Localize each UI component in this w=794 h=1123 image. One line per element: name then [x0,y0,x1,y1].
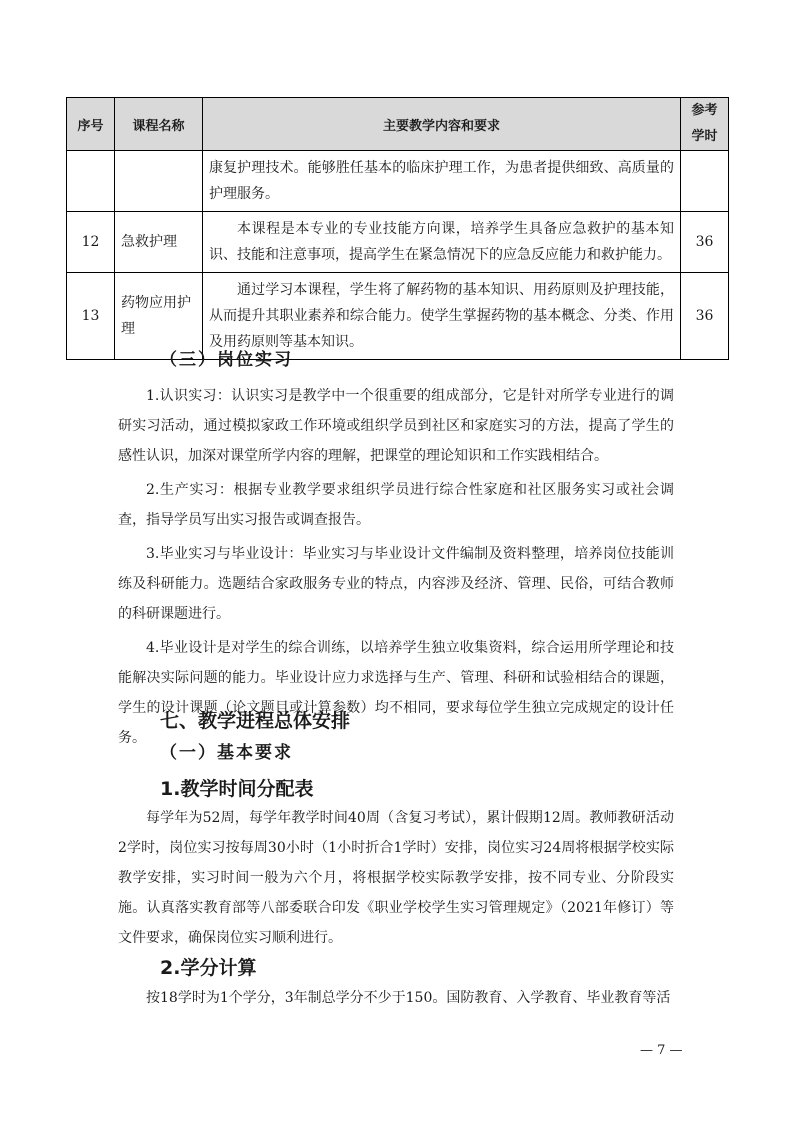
row-content-text: 本课程是本专业的专业技能方向课，培养学生具备应急救护的基本知识、技能和注意事项，提高学生在紧急情况下的应急反应能力和救护能力。 [209,221,674,263]
row-content: 康复护理技术。能够胜任基本的临床护理工作，为患者提供细致、高质量的护理服务。 [203,151,681,212]
heading-credits: 2.学分计算 [160,957,257,979]
time-table-paragraph [118,803,674,953]
credits-paragraph [118,983,674,1013]
row-hours: 36 [681,273,729,360]
header-num: 序号 [67,98,115,151]
header-hours-top: 参考 [691,103,718,118]
internship-para-2: 2.生产实习：根据专业教学要求组织学员进行综合性家庭和社区服务实习或社会调查，指导学员写出实习报告或调查报告。 [118,482,674,528]
subsection-heading: （一）基本要求 [160,743,293,763]
row-num [67,151,115,212]
row-course-name: 急救护理 [115,212,203,273]
chapter-heading: 七、教学进程总体安排 [160,710,351,732]
course-table [66,97,728,360]
table-header-row [67,98,729,151]
header-content: 主要教学内容和要求 [203,98,681,151]
table-row [67,212,729,273]
time-table-text: 每学年为52周，每学年教学时间40周（含复习考试），累计假期12周。教师教研活动2学时，岗位实习按每周30小时（1小时折合1学时）安排，岗位实习24周将根据学校实际教学安排，实习时间一般为六个月，将根据学校实际教学安排，按不同专业、分阶段实施。认真落实教育部等八部委联合印发《职业学校学生实习管理规定》（2021年修订）等文件要求，确保岗位实习顺利进行。 [118,810,674,946]
header-hours-bottom: 学时 [691,129,718,144]
row-content-text: 通过学习本课程，学生将了解药物的基本知识、用药原则及护理技能，从而提升其职业素养和综合能力。使学生掌握药物的基本概念、分类、作用及用药原则等基本知识。 [209,282,674,350]
row-course-name [115,151,203,212]
table-row [67,151,729,212]
row-num: 12 [67,212,115,273]
row-hours: 36 [681,212,729,273]
internship-paragraphs [118,381,674,753]
row-num: 13 [67,273,115,360]
row-course-name: 药物应用护理 [115,273,203,360]
heading-time-table: 1.教学时间分配表 [160,778,314,800]
header-hours [681,98,729,151]
page-number: — 7 — [640,1043,683,1058]
credits-text: 按18学时为1个学分，3年制总学分不少于150。国防教育、入学教育、毕业教育等活 [146,990,671,1006]
internship-para-4: 4.毕业设计是对学生的综合训练，以培养学生独立收集资料，综合运用所学理论和技能解决实际问题的能力。毕业设计应力求选择与生产、管理、科研和试验相结合的课题，学生的设计课题（论文题目或计算参数）均不相同，要求每位学生独立完成规定的设计任务。 [118,640,674,746]
header-course-name: 课程名称 [115,98,203,151]
internship-para-1: 1.认识实习：认识实习是教学中一个很重要的组成部分，它是针对所学专业进行的调研实习活动，通过模拟家政工作环境或组织学员到社区和家庭实习的方法，提高了学生的感性认识，加深对课堂所学内容的理解，把课堂的理论知识和工作实践相结合。 [118,388,674,464]
row-content [203,212,681,273]
section-heading-internship: （三）岗位实习 [160,350,293,370]
internship-para-3: 3.毕业实习与毕业设计：毕业实习与毕业设计文件编制及资料整理，培养岗位技能训练及科研能力。选题结合家政服务专业的特点，内容涉及经济、管理、民俗，可结合教师的科研课题进行。 [118,546,674,622]
row-hours [681,151,729,212]
